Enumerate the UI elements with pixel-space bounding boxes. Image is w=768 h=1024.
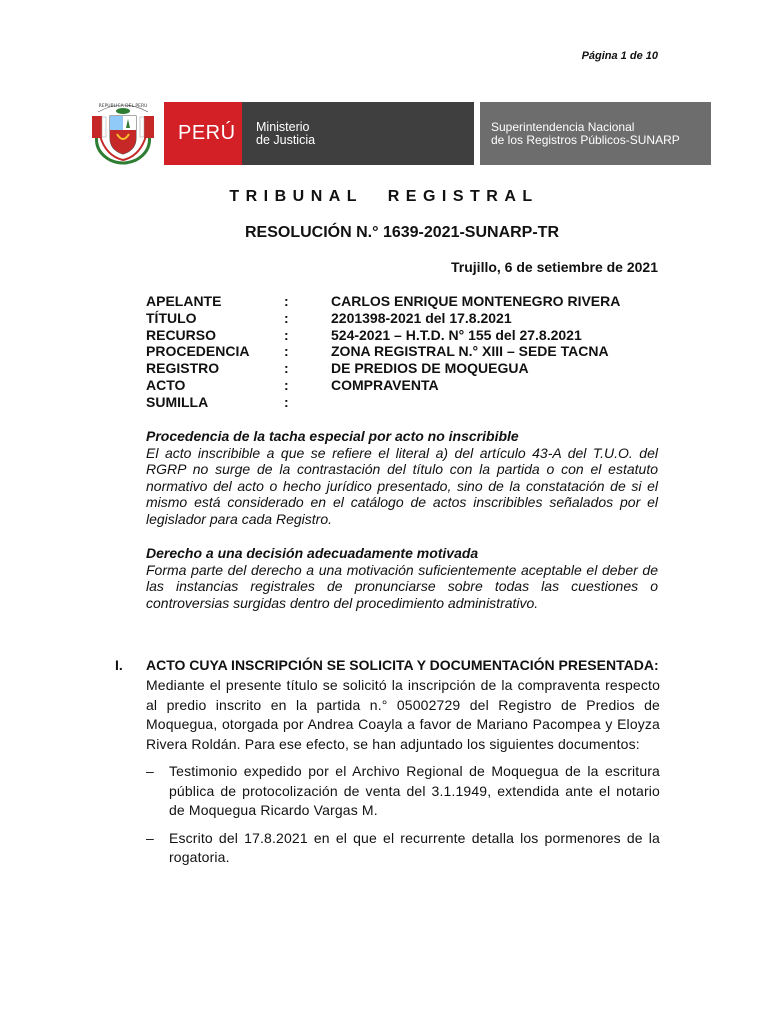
metadata-row [146,343,666,360]
metadata-colon: : [284,376,289,393]
metadata-value: CARLOS ENRIQUE MONTENEGRO RIVERA [331,293,621,309]
metadata-row [146,360,666,377]
list-item-text: Escrito del 17.8.2021 en el que el recurrente detalla los pormenores de la rogatoria. [169,829,660,865]
sumilla-1 [146,428,658,528]
bullet-dash: – [146,763,154,779]
resolution-date: Trujillo, 6 de setiembre de 2021 [451,259,658,275]
section-title: ACTO CUYA INSCRIPCIÓN SE SOLICITA Y DOCUMENTACIÓN PRESENTADA: [146,657,659,673]
metadata-label: RECURSO [146,326,217,343]
bullet-dash: – [146,829,154,846]
ministerio-block [242,102,474,165]
document-list [146,762,660,868]
metadata-colon: : [284,293,289,309]
sumilla-2 [146,545,658,611]
section-number: I. [115,657,123,673]
document-heading: TRIBUNAL REGISTRAL [229,188,539,205]
metadata-label: PROCEDENCIA [146,343,250,360]
metadata-value [331,394,666,411]
sunarp-block [480,102,711,165]
peru-label-block [164,102,242,165]
metadata-colon: : [284,393,289,410]
metadata-colon: : [284,343,289,360]
metadata-row [146,377,666,394]
metadata-row [146,293,666,310]
metadata-row [146,310,666,327]
metadata-colon: : [284,309,289,326]
metadata-label: REGISTRO [146,360,220,377]
list-item [146,762,660,821]
ministerio-line-2: de Justicia [256,132,316,147]
sunarp-line-1: Superintendencia Nacional [491,119,635,134]
case-metadata [146,293,666,411]
metadata-label: APELANTE [146,293,222,309]
sumilla-title: Procedencia de la tacha especial por acto no inscribible [146,428,519,444]
page-number: Página 1 de 10 [581,50,658,62]
list-item-text: Testimonio expedido por el Archivo Regional de Moquegua de la escritura pública de protocolización de venta del 3.1.1949, extendida ante el notario de Moquegua Ricardo Vargas M. [169,763,660,818]
metadata-colon: : [284,326,289,343]
metadata-colon: : [284,360,289,377]
metadata-row [146,327,666,344]
metadata-label: TÍTULO [146,309,197,326]
metadata-label: ACTO [146,376,186,393]
header-banner [88,100,711,166]
resolution-number: RESOLUCIÓN N.° 1639-2021-SUNARP-TR [244,224,560,241]
section-heading [115,655,660,676]
ministerio-line-1: Ministerio [256,119,310,134]
sumilla-body: Forma parte del derecho a una motivación suficientemente aceptable el deber de las instancias registrales de pronunciarse sobre todas las cuestiones o controversias surgidas dentro del procedimiento administrativo. [146,561,658,611]
sumilla-title: Derecho a una decisión adecuadamente motivada [146,545,479,561]
coat-of-arms-icon [88,100,158,166]
peru-label: PERÚ [178,122,236,144]
section-i [115,655,660,876]
metadata-value: 524-2021 – H.T.D. N° 155 del 27.8.2021 [331,326,582,343]
metadata-row [146,394,666,411]
metadata-value: DE PREDIOS DE MOQUEGUA [331,360,529,377]
sumilla-body: El acto inscribible a que se refiere el literal a) del artículo 43-A del T.U.O. del RGRP no surge de la contrastación del título con la partida o con el estatuto normativo del acto o hecho jurídico presentado, sino de la constatación de si el mismo está considerado en el catálogo de actos inscribibles señalados por el legislador para cada Registro. [146,444,658,527]
section-paragraph: Mediante el presente título se solicitó la inscripción de la compraventa respecto al predio inscrito en la partida n.° 05002729 del Registro de Predios de Moquegua, otorgada por Andrea Coayla a favor de Mariano Pacompea y Eloyza Rivera Roldán. Para ese efecto, se han adjuntado los siguientes documentos: [146,677,660,752]
metadata-label: SUMILLA [146,393,209,410]
list-item [146,829,660,868]
svg-text:REPUBLICA DEL PERU: REPUBLICA DEL PERU [98,104,148,109]
sunarp-line-2: de los Registros Públicos-SUNARP [491,132,680,147]
metadata-value: 2201398-2021 del 17.8.2021 [331,309,512,326]
metadata-value: COMPRAVENTA [331,376,439,393]
metadata-value: ZONA REGISTRAL N.° XIII – SEDE TACNA [331,343,609,360]
